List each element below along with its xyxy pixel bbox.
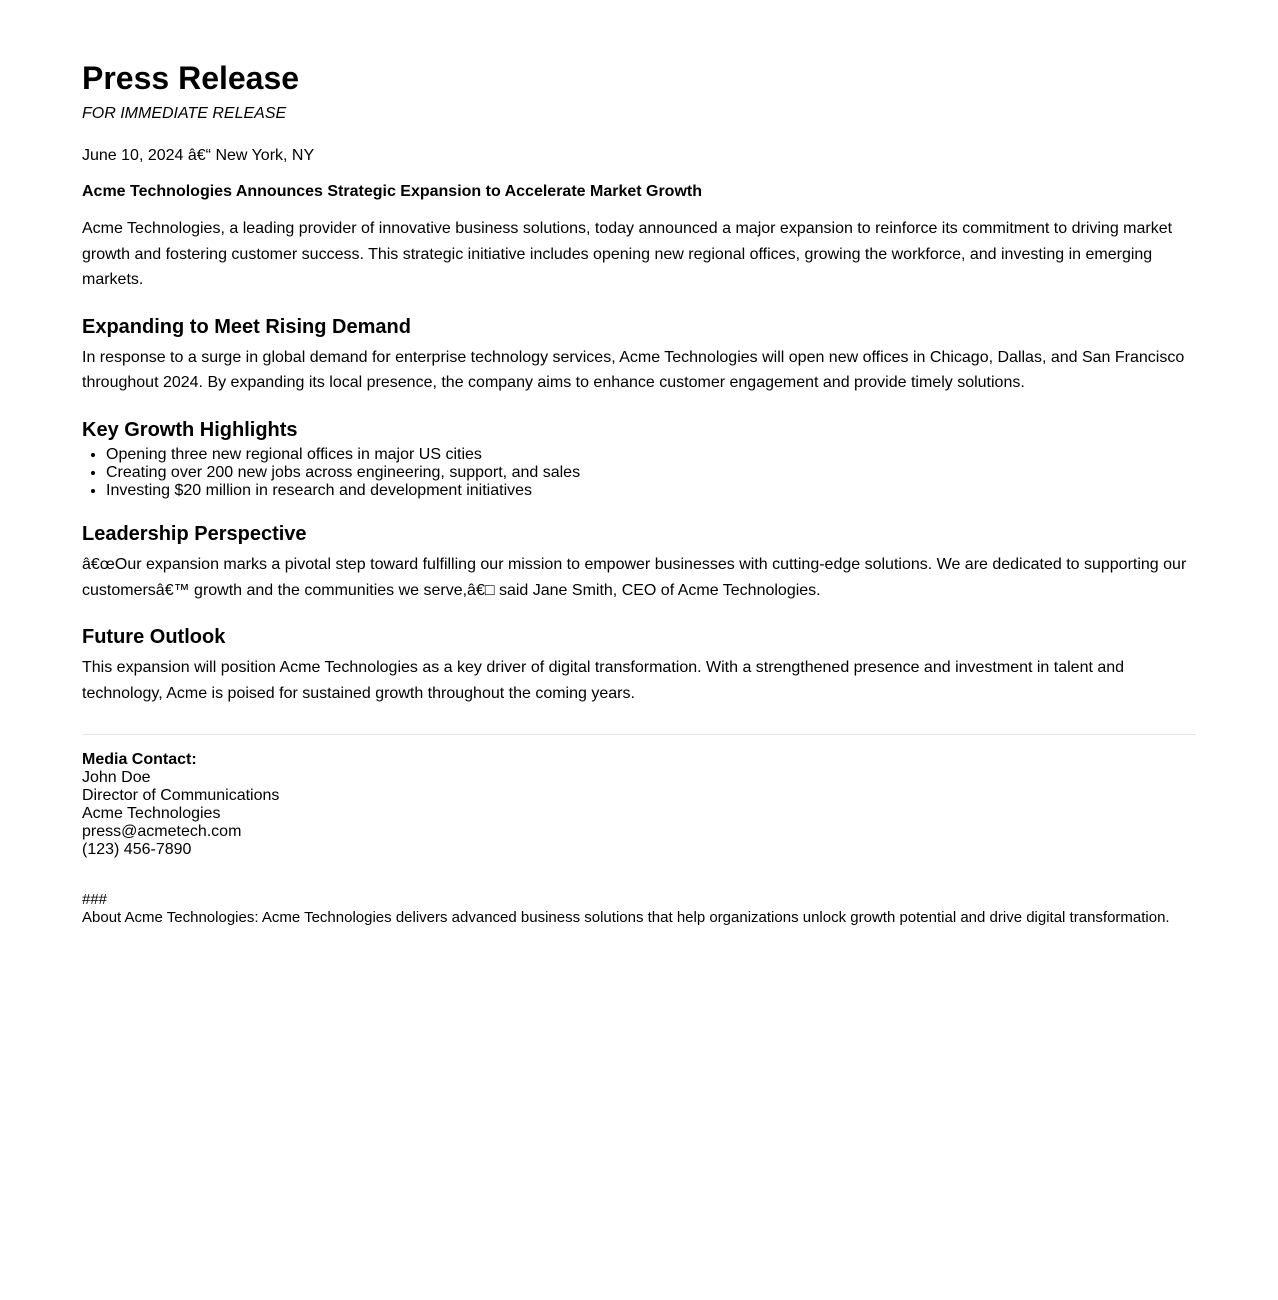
list-item: • Creating over 200 new jobs across engineering, support, and sales (106, 464, 1196, 482)
section-text-outlook: This expansion will position Acme Technologies as a key driver of digital transformation. With a strengthened presence and investment in talent and technology, Acme is poised for sustained growth throughout the coming years. (82, 659, 1125, 702)
contact-name: John Doe (82, 769, 151, 787)
section-heading-outlook: Future Outlook (82, 626, 226, 649)
section-heading-leadership: Leadership Perspective (82, 522, 307, 545)
release-note: FOR IMMEDIATE RELEASE (82, 105, 287, 122)
intro-paragraph: Acme Technologies, a leading provider of innovative business solutions, today announced a major expansion to reinforce its commitment to driving market growth and fostering customer success. This strategic initiative includes opening new regional offices, growing the workforce, and investing in emerging markets. (82, 220, 1173, 289)
list-item: • Opening three new regional offices in major US cities (106, 446, 1196, 464)
section-text-expanding: In response to a surge in global demand for enterprise technology services, Acme Technologies will open new offices in Chicago, Dallas, and San Francisco throughout 2024. By expanding its local presence, the company aims to enhance customer engagement and provide timely solutions. (82, 348, 1185, 392)
headline: Acme Technologies Announces Strategic Expansion to Accelerate Market Growth (82, 183, 702, 200)
media-contact (82, 751, 1196, 859)
section-heading-highlights: Key Growth Highlights (82, 418, 298, 441)
page-title: Press Release (82, 60, 300, 96)
about-text: About Acme Technologies: Acme Technologies delivers advanced business solutions that help organizations unlock growth potential and drive digital transformation. (82, 909, 1170, 927)
press-release (82, 58, 1196, 927)
contact-phone: (123) 456-7890 (82, 841, 192, 859)
end-marker: ### (82, 891, 108, 909)
section-text-leadership: â€œOur expansion marks a pivotal step toward fulfilling our mission to empower businesses with cutting-edge solutions. We are dedicated to supporting our customersâ€™ growth and the communities we serve,â€□ said Jane Smith, CEO of Acme Technologies. (82, 555, 1187, 599)
divider (82, 734, 1196, 735)
contact-label: Media Contact: (82, 751, 197, 769)
contact-role: Director of Communications (82, 787, 280, 805)
list-item: • Investing $20 million in research and development initiatives (106, 482, 1196, 500)
contact-email: press@acmetech.com (82, 823, 242, 841)
contact-company: Acme Technologies (82, 805, 221, 823)
section-heading-expanding: Expanding to Meet Rising Demand (82, 315, 411, 338)
footer (82, 891, 1196, 927)
dateline: June 10, 2024 â€“ New York, NY (82, 147, 315, 164)
highlights-list (82, 446, 1196, 500)
